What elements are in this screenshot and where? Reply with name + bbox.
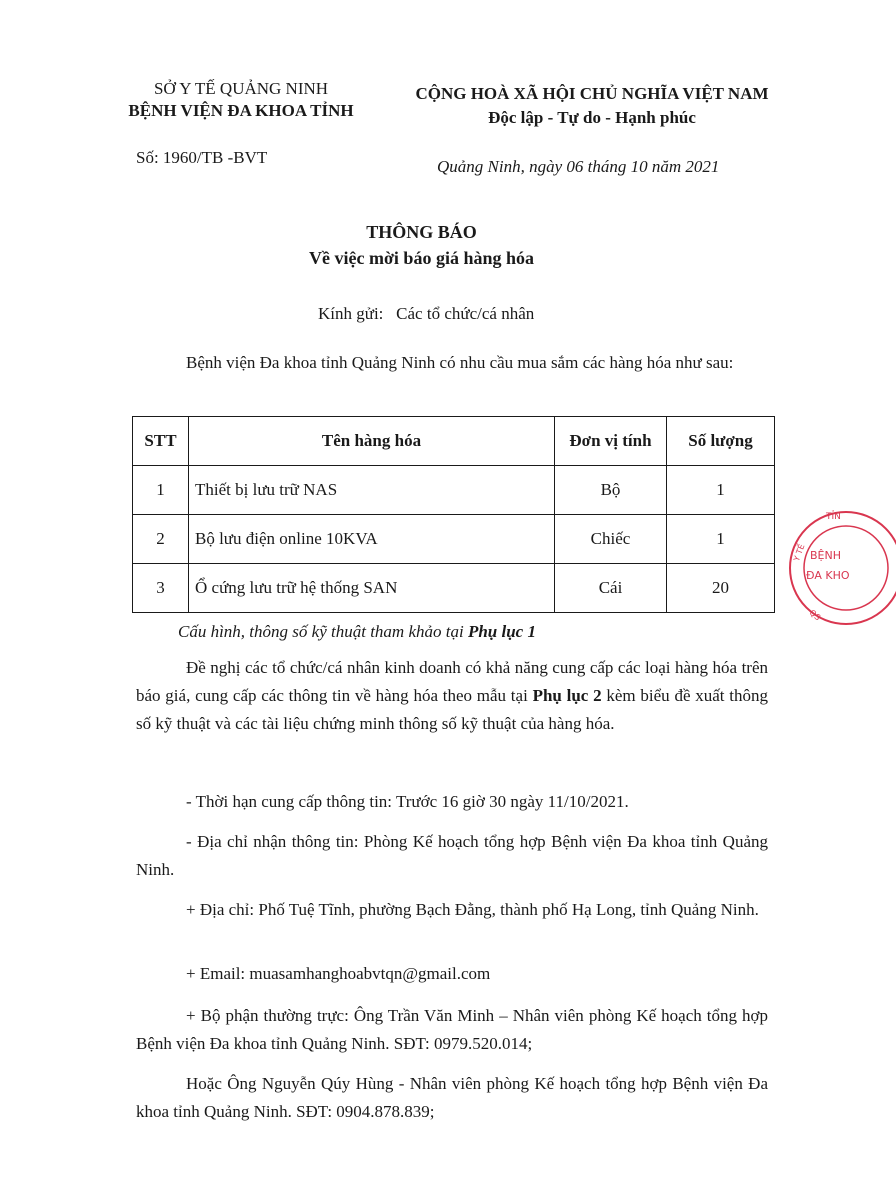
receive-place: - Địa chỉ nhận thông tin: Phòng Kế hoạch tổng hợp Bệnh viện Đa khoa tỉnh Quảng Ninh. [136,832,768,879]
request-paragraph [136,654,768,738]
document-title: THÔNG BÁO [366,222,477,242]
stamp-bottom-text: QS [807,608,823,623]
col-header-stt: STT [133,417,189,466]
cell-qty: 1 [667,515,775,564]
recipient-label: Kính gửi: [318,304,384,323]
address-line: + Địa chỉ: Phố Tuệ Tĩnh, phường Bạch Đằng, thành phố Hạ Long, tỉnh Quảng Ninh. [186,900,759,919]
stamp-line2: ĐA KHO [806,569,850,582]
cell-qty: 1 [667,466,775,515]
national-header [392,82,792,130]
cell-name: Bộ lưu điện online 10KVA [189,515,555,564]
email-line: + Email: muasamhanghoabvtqn@gmail.com [186,964,491,983]
issuer-block [96,78,386,122]
cell-stt: 1 [133,466,189,515]
cell-unit: Chiếc [555,515,667,564]
request-text-2: kèm biểu đề xuất thông số kỹ thuật và các tài liệu chứng minh thông số kỹ thuật của hàng hóa. [136,686,769,733]
config-note-ref: Phụ lục 1 [467,622,536,641]
contact-secondary: Hoặc Ông Nguyễn Qúy Hùng - Nhân viên phòng Kế hoạch tổng hợp Bệnh viện Đa khoa tỉnh Quảng Ninh. SĐT: 0904.878.839; [136,1074,768,1121]
cell-name: Ổ cứng lưu trữ hệ thống SAN [189,564,555,613]
recipient-line [318,304,534,324]
table-row [133,564,775,613]
contact-primary: + Bộ phận thường trực: Ông Trần Văn Minh – Nhân viên phòng Kế hoạch tổng hợp Bệnh viện Đa khoa tỉnh Quảng Ninh. SĐT: 0979.520.014; [136,1006,768,1053]
cell-name: Thiết bị lưu trữ NAS [189,466,555,515]
red-stamp [786,488,896,648]
cell-qty: 20 [667,564,775,613]
request-text-1: Đề nghị các tổ chức/cá nhân kinh doanh có khả năng cung cấp các loại hàng hóa trên báo giá, cung cấp các thông tin về hàng hóa theo mẫu tại [136,658,768,705]
cell-stt: 2 [133,515,189,564]
stamp-side-text: Y TẾ [792,543,807,563]
issuer-hospital: BỆNH VIỆN ĐA KHOA TỈNH [128,101,354,120]
issuer-ministry: SỞ Y TẾ QUẢNG NINH [153,79,329,98]
col-header-name: Tên hàng hóa [189,417,555,466]
cell-stt: 3 [133,564,189,613]
config-note-text: Cấu hình, thông số kỹ thuật tham khảo tại [178,622,468,641]
request-ref: Phụ lục 2 [532,686,602,705]
recipient-value: Các tổ chức/cá nhân [396,304,535,323]
table-row [133,515,775,564]
document-subtitle: Về việc mời báo giá hàng hóa [309,248,534,268]
table-header-row [133,417,775,466]
stamp-top-text: TỈN [826,512,841,522]
deadline-line: - Thời hạn cung cấp thông tin: Trước 16 giờ 30 ngày 11/10/2021. [186,792,629,811]
document-number: Số: 1960/TB -BVT [136,148,268,167]
table-row [133,466,775,515]
country-name: CỘNG HOÀ XÃ HỘI CHỦ NGHĨA VIỆT NAM [415,84,769,103]
intro-paragraph: Bệnh viện Đa khoa tỉnh Quảng Ninh có nhu cầu mua sắm các hàng hóa như sau: [186,353,734,372]
col-header-unit: Đơn vị tính [555,417,667,466]
config-note [178,618,778,646]
cell-unit: Cái [555,564,667,613]
place-date: Quảng Ninh, ngày 06 tháng 10 năm 2021 [437,157,720,176]
stamp-line1: BỆNH [810,549,841,562]
cell-unit: Bộ [555,466,667,515]
national-motto: Độc lập - Tự do - Hạnh phúc [488,108,696,127]
goods-table [132,416,775,613]
col-header-qty: Số lượng [667,417,775,466]
